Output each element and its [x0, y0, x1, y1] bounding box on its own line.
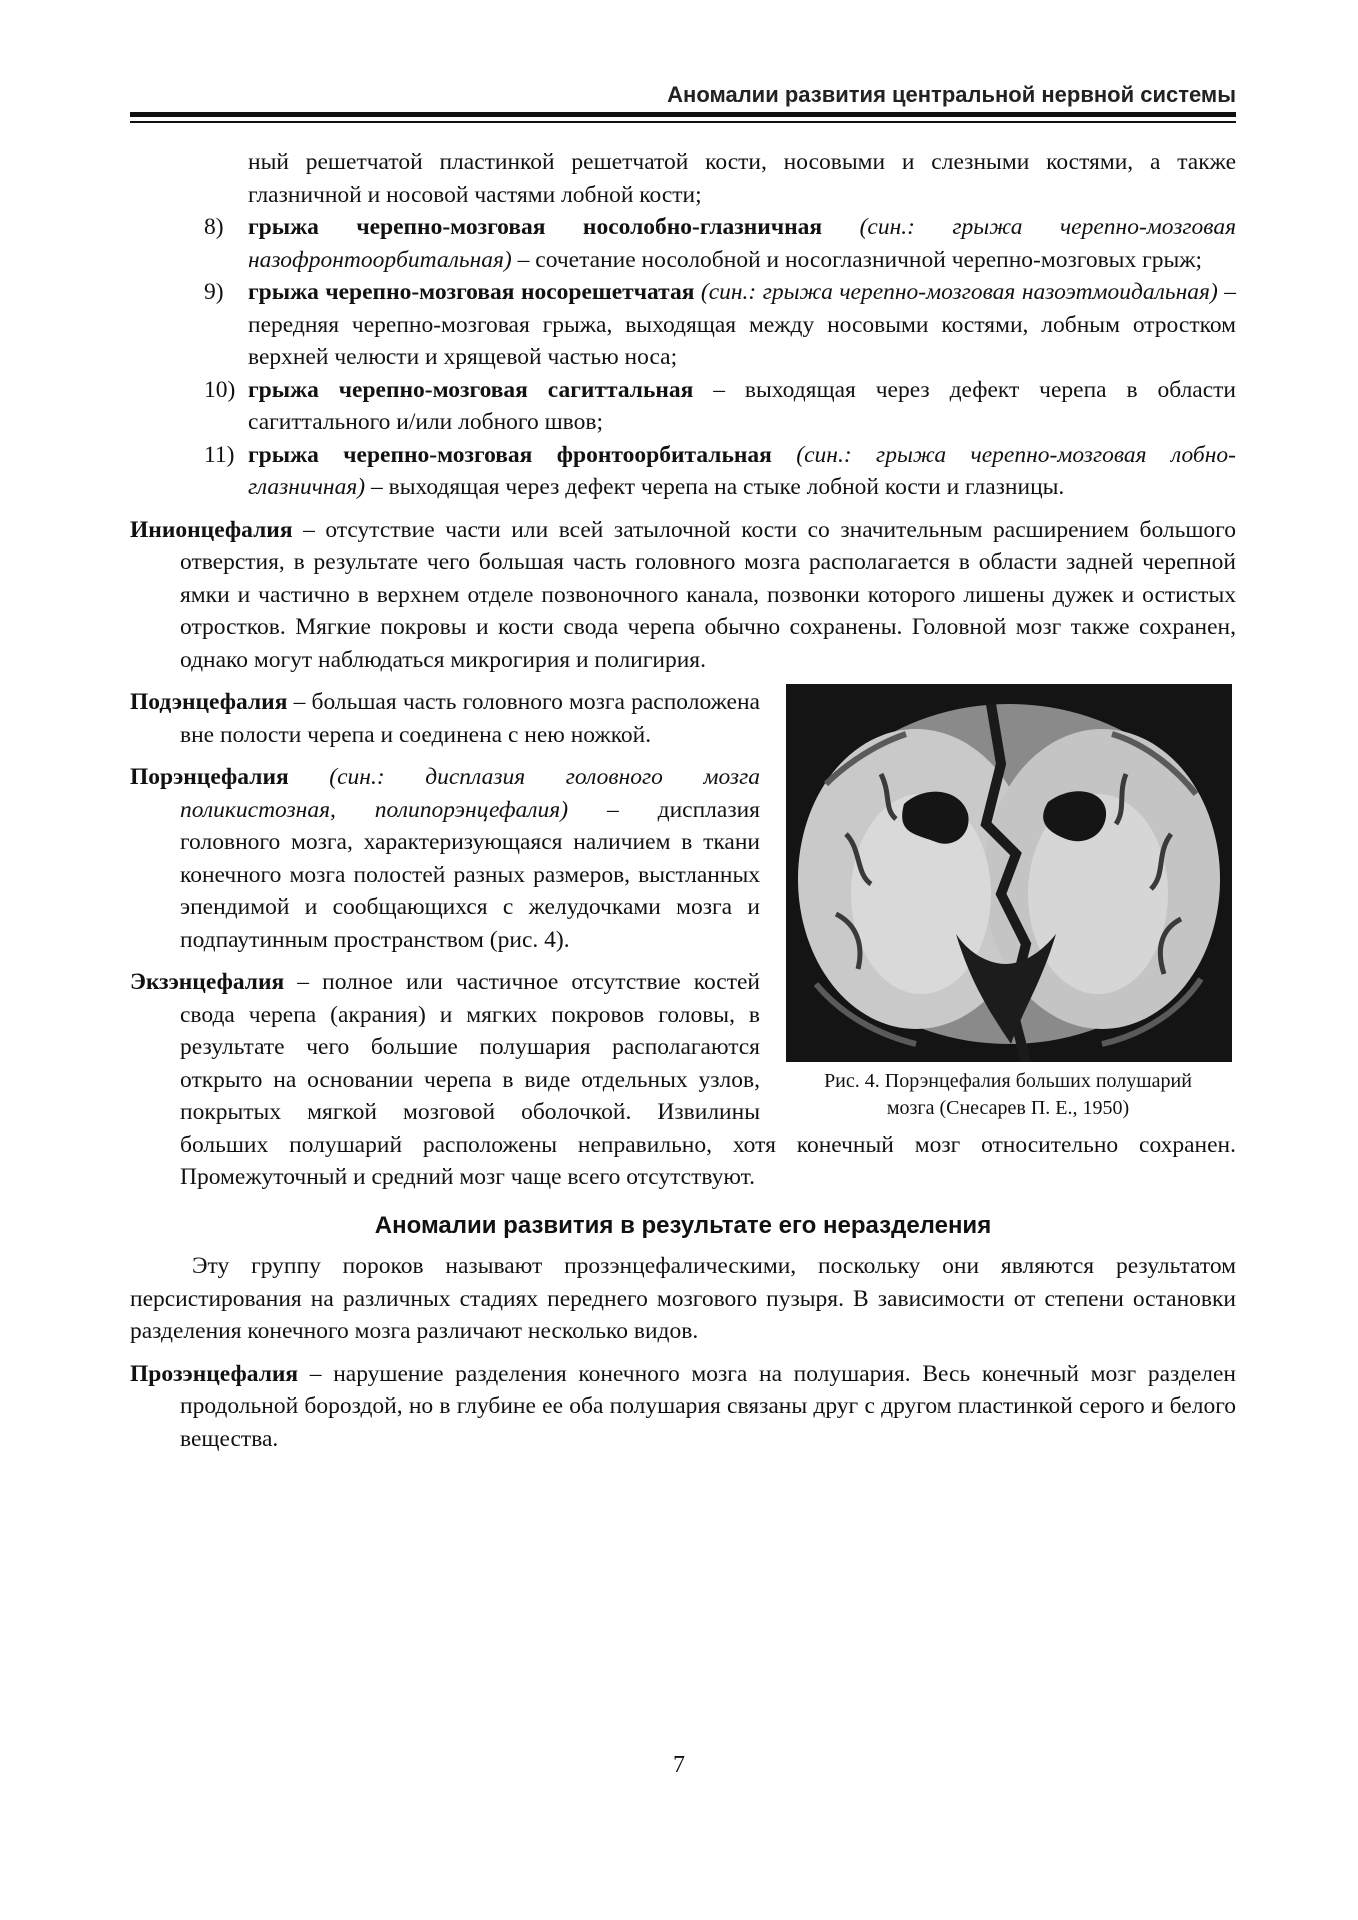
definition-text: – дисплазия головного мозга, характеризующаяся наличием в ткани конечного мозга полостей разных размеров, выстланных эпендимой и сообщающихся с желудочками мозга и подпаутинным пространством (рис. 4).	[180, 796, 760, 953]
definition-term: Порэнцефалия	[130, 764, 289, 790]
definition-term: Прозэнцефалия	[130, 1360, 299, 1387]
header-rule	[130, 112, 1236, 117]
list-item	[130, 276, 1236, 374]
header-rule-thin	[130, 121, 1236, 123]
list-term: грыжа черепно-мозговая фронтоорбитальная	[248, 441, 772, 468]
definition-term: Экзэнцефалия	[130, 969, 285, 995]
list-text: – выходящая через дефект черепа в области сагиттального и/или лобного швов;	[248, 376, 1237, 435]
list-synonym: (син.: грыжа черепно-мозговая назофронтоорбитальная)	[248, 214, 1237, 273]
figure-caption-line: Рис. 4. Порэнцефалия больших полушарий	[824, 1070, 1192, 1092]
list-item	[130, 374, 1236, 439]
list-item	[130, 439, 1236, 504]
list-number: 9)	[204, 279, 224, 305]
definition-text: – нарушение разделения конечного мозга на полушария. Весь конечный мозг разделен продольной бороздой, но в глубине ее оба полушария связаны друг с другом пластинкой серого и белого вещества.	[180, 1360, 1236, 1452]
running-header: Аномалии развития центральной нервной системы	[667, 82, 1236, 107]
definition-text: – большая часть головного мозга расположена вне полости черепа и соединена с нею ножкой.	[180, 689, 760, 748]
list-item	[130, 211, 1236, 276]
definition-term: Инионцефалия	[130, 516, 293, 543]
list-text: – выходящая через дефект черепа на стыке лобной кости и глазницы.	[365, 474, 1065, 500]
list-text: – сочетание носолобной и носоглазничной черепно-мозговых грыж;	[511, 246, 1203, 273]
list-synonym: (син.: грыжа черепно-мозговая лобно-глазничная)	[248, 441, 1236, 500]
section-intro: Эту группу пороков называют прозэнцефалическими, поскольку они являются результатом персистирования на различных стадиях переднего мозгового пузыря. В зависимости от степени остановки разделения конечного мозга различают несколько видов.	[130, 1253, 1236, 1344]
continuation-text: ный решетчатой пластинкой решетчатой кости, носовыми и слезными костями, а также глазничной и носовой частями лобной кости;	[248, 149, 1236, 208]
list-number: 11)	[204, 441, 235, 468]
list-text: – передняя черепно-мозговая грыжа, выходящая между носовыми костями, лобным отростком верхней челюсти и хрящевой частью носа;	[248, 279, 1237, 370]
definition-prosencephaly	[130, 1358, 1236, 1456]
page-number: 7	[673, 1752, 685, 1778]
figure-caption	[780, 1068, 1236, 1122]
page-content	[130, 146, 1236, 1455]
list-term: грыжа черепно-мозговая сагиттальная	[248, 376, 694, 403]
list-term: грыжа черепно-мозговая носолобно-глазничная	[248, 214, 823, 240]
figure-caption-line: мозга (Снесарев П. Е., 1950)	[886, 1097, 1130, 1119]
definition-synonym: (син.: дисплазия головного мозга поликистозная, полипорэнцефалия)	[180, 764, 760, 823]
definition-text: – отсутствие части или всей затылочной кости со значительным расширением большого отверстия, в результате чего большая часть головного мозга располагается в области задней черепной ямки и частично в верхнем отделе позвоночного канала, позвонки которого лишены дужек и остистых отростков. Мягкие покровы и кости свода черепа обычно сохранены. Головной мозг также сохранен, однако могут наблюдаться микрогирия и полигирия.	[180, 516, 1236, 673]
brain-section-photo	[786, 684, 1232, 1062]
definition-iniencephaly	[130, 514, 1236, 677]
figure-4	[780, 684, 1236, 1122]
list-term: грыжа черепно-мозговая носорешетчатая	[248, 279, 695, 305]
list-synonym: (син.: грыжа черепно-мозговая назоэтмоидальная)	[700, 279, 1218, 305]
list-number: 8)	[204, 214, 224, 240]
list-number: 10)	[204, 376, 236, 403]
brain-section-image	[786, 684, 1232, 1062]
definition-text: – полное или частичное отсутствие костей свода черепа (акрания) и мягких покровов головы, в результате чего большие полушария располагаются открыто на основании черепа в виде отдельных узлов, покрытых мягкой мозговой оболочкой. Извилины больших полушарий расположены неправильно, хотя конечный мозг относительно сохранен. Промежуточный и средний мозг чаще всего отсутствуют.	[180, 969, 1236, 1190]
section-heading: Аномалии развития в результате его неразделения	[374, 1211, 992, 1239]
definition-term: Подэнцефалия	[130, 689, 288, 715]
